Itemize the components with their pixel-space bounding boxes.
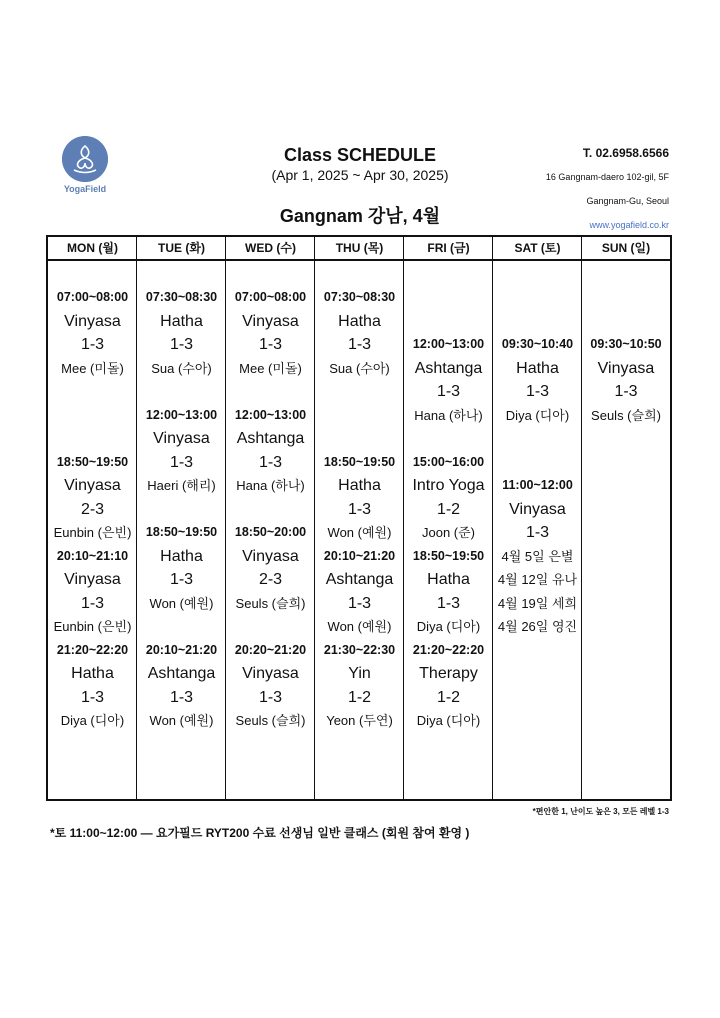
class-teacher: Yeon (두연) (326, 713, 393, 728)
date-range: (Apr 1, 2025 ~ Apr 30, 2025) (271, 167, 449, 183)
logo-text: YogaField (63, 184, 107, 194)
page-title: Class SCHEDULE (283, 145, 437, 165)
class-time: 11:00~12:00 (502, 478, 573, 492)
class-teacher: Seuls (슬희) (235, 595, 306, 611)
schedule-header-row (48, 237, 670, 261)
class-teacher: Mee (미돌) (61, 360, 124, 376)
class-name: Vinyasa (597, 359, 655, 377)
class-level: 1-3 (347, 336, 372, 353)
class-level: 1-3 (169, 453, 194, 471)
lotus-logo-icon (62, 136, 108, 182)
class-name: Ashtanga (325, 571, 394, 588)
class-level: 1-3 (436, 383, 461, 400)
phone-number: T. 02.6958.6566 (582, 146, 669, 160)
class-time: 21:20~22:20 (412, 642, 485, 657)
class-time: 07:00~08:00 (56, 290, 129, 304)
class-level: 1-3 (347, 500, 372, 518)
class-level: 1-2 (436, 500, 461, 518)
class-teacher: Sua (수아) (151, 360, 212, 376)
day-header-0: MON (월) (67, 241, 118, 255)
class-name: Vinyasa (242, 312, 299, 330)
class-level: 1-3 (80, 336, 105, 353)
class-level: 1-3 (525, 524, 550, 541)
class-teacher: Sua (수아) (329, 360, 390, 376)
class-name: Vinyasa (64, 571, 121, 588)
website-link[interactable]: www.yogafield.co.kr (589, 220, 669, 230)
class-teacher: Joon (준) (421, 525, 476, 540)
class-time: 07:30~08:30 (145, 290, 218, 304)
class-time: 20:10~21:10 (56, 548, 129, 563)
class-name: Therapy (419, 665, 478, 682)
class-teacher: Diya (디아) (416, 713, 481, 728)
day-header-2: WED (수) (245, 241, 296, 255)
class-teacher: Won (예원) (327, 525, 392, 540)
class-teacher: Eunbin (은빈) (53, 525, 132, 540)
class-teacher: Seuls (슬희) (235, 713, 306, 728)
day-header-1: TUE (화) (158, 241, 205, 255)
class-teacher: Seuls (슬희) (591, 407, 661, 423)
class-name: Hatha (338, 312, 381, 330)
class-level: 1-3 (614, 383, 638, 400)
class-teacher: Won (예원) (149, 595, 214, 611)
class-level: 2-3 (258, 571, 283, 588)
class-name: Intro Yoga (412, 477, 485, 494)
class-time: 18:50~19:50 (323, 454, 396, 469)
class-teacher: Won (예원) (327, 619, 392, 634)
class-time: 21:20~22:20 (56, 642, 129, 657)
address-line-2: Gangnam-Gu, Seoul (586, 196, 669, 206)
class-time: 20:10~21:20 (145, 642, 218, 657)
class-level: 1-3 (436, 594, 461, 612)
class-time: 12:00~13:00 (145, 407, 218, 422)
class-name: Hatha (338, 477, 381, 494)
saturday-rotation-item: 4월 26일 영진 (497, 619, 578, 634)
studio-name: Gangnam 강남, 4월 (279, 206, 441, 226)
class-time: 18:50~19:50 (145, 525, 218, 539)
class-name: Hatha (427, 571, 470, 588)
class-teacher: Diya (디아) (60, 713, 125, 728)
class-time: 20:20~21:20 (234, 642, 307, 657)
class-teacher: Won (예원) (149, 713, 214, 728)
class-name: Hatha (160, 312, 203, 330)
class-level: 1-3 (258, 688, 283, 706)
class-time: 18:50~19:50 (412, 548, 485, 563)
class-teacher: Eunbin (은빈) (53, 619, 132, 634)
class-level: 1-3 (169, 688, 194, 706)
class-level: 2-3 (80, 500, 105, 518)
class-name: Vinyasa (64, 477, 121, 494)
class-name: Vinyasa (509, 500, 566, 518)
class-teacher: Hana (하나) (414, 407, 483, 423)
yogafield-logo (60, 136, 110, 194)
class-level: 1-3 (347, 594, 372, 612)
class-time: 21:30~22:30 (323, 642, 396, 657)
class-name: Vinyasa (242, 547, 299, 565)
class-level: 1-3 (258, 336, 283, 353)
class-name: Vinyasa (64, 312, 121, 330)
class-level: 1-3 (258, 453, 283, 471)
class-time: 12:00~13:00 (412, 337, 485, 351)
saturday-note: *토 11:00~12:00 — 요가필드 RYT200 수료 선생님 일반 클래스 (회원 참여 환영 ) (50, 826, 470, 840)
class-name: Hatha (516, 359, 559, 377)
address-line-1: 16 Gangnam-daero 102-gil, 5F (545, 172, 669, 182)
class-time: 20:10~21:20 (323, 548, 396, 563)
class-teacher: Mee (미돌) (239, 360, 302, 376)
class-teacher: Diya (디아) (505, 407, 570, 423)
class-name: Vinyasa (242, 665, 299, 682)
class-time: 12:00~13:00 (234, 407, 307, 422)
saturday-rotation-item: 4월 19일 세희 (497, 595, 578, 611)
class-time: 15:00~16:00 (412, 454, 485, 469)
class-name: Hatha (160, 547, 203, 565)
class-level: 1-3 (169, 571, 194, 588)
schedule-table (46, 235, 672, 801)
class-time: 09:30~10:50 (590, 337, 662, 351)
class-time: 18:50~20:00 (234, 525, 307, 539)
class-level: 1-2 (347, 688, 372, 706)
class-teacher: Haeri (해리) (147, 478, 216, 493)
class-teacher: Diya (디아) (416, 619, 481, 634)
day-header-5: SAT (토) (514, 241, 561, 255)
day-header-6: SUN (일) (601, 241, 651, 255)
day-header-4: FRI (금) (427, 241, 470, 255)
saturday-rotation-item: 4월 12일 유나 (497, 572, 578, 587)
class-time: 07:00~08:00 (234, 290, 307, 304)
class-name: Hatha (71, 665, 114, 682)
class-level: 1-2 (436, 688, 461, 706)
class-teacher: Hana (하나) (236, 478, 305, 493)
class-level: 1-3 (169, 336, 194, 353)
class-time: 07:30~08:30 (323, 290, 396, 304)
class-level: 1-3 (80, 594, 105, 612)
saturday-rotation-item: 4월 5일 은별 (501, 548, 574, 564)
level-footnote: *편안한 1, 난이도 높은 3, 모든 레벨 1-3 (532, 807, 669, 816)
day-header-3: THU (목) (335, 241, 384, 255)
class-level: 1-3 (525, 383, 550, 400)
class-name: Ashtanga (236, 430, 305, 447)
class-name: Ashtanga (414, 359, 483, 377)
class-name: Yin (348, 665, 371, 682)
class-time: 18:50~19:50 (56, 454, 129, 469)
class-time: 09:30~10:40 (501, 337, 574, 351)
class-name: Vinyasa (153, 430, 210, 447)
class-name: Ashtanga (147, 665, 216, 682)
class-level: 1-3 (80, 688, 105, 706)
